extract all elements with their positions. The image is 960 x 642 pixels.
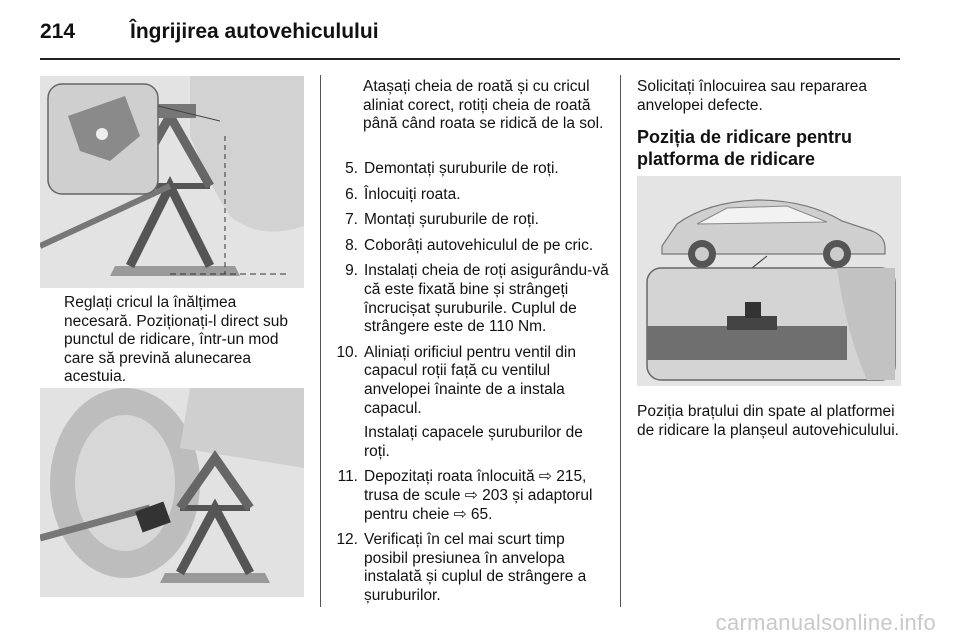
step-item: [320, 186, 610, 205]
step-item: [320, 531, 610, 605]
step-text: Instalați cheia de roți asigurându-vă că este fixată bine și strângeți încrucișat șuruburile. Cuplul de strângere este de 110 Nm.: [364, 262, 609, 336]
right-caption: Poziția brațului din spate al platformei de ridicare la planșeul autovehiculului.: [637, 403, 899, 439]
step-text: Coborâți autovehiculul de pe cric.: [364, 236, 594, 254]
step-item: [320, 344, 610, 462]
step-number: 7.: [345, 211, 358, 229]
step-number: 5.: [345, 160, 358, 177]
step-item: [320, 160, 610, 179]
step-subnote: Instalați capacele șuruburilor de roți.: [364, 424, 583, 460]
step-text: Demontați șuruburile de roți.: [364, 160, 559, 177]
watermark: carmanualsonline.info: [715, 610, 936, 635]
section-heading-line1: Poziția de ridicare pentru: [637, 127, 853, 147]
step-number: 10.: [336, 343, 358, 361]
step-item: [320, 237, 610, 256]
jack-under-wheel-illustration: [40, 388, 304, 597]
section-heading: [637, 126, 907, 170]
middle-intro: Atașați cheia de roată și cu cricul aliniat corect, rotiți cheia de roată până când roata se ridică de la sol.: [363, 78, 604, 133]
header-rule: [40, 58, 900, 60]
step-text: Aliniați orificiul pentru ventil din capacul roții față cu ventilul anvelopei înainte de a instala capacul.: [364, 343, 576, 417]
step-number: 12.: [336, 531, 358, 549]
step-item: [320, 211, 610, 230]
section-heading-line2: platforma de ridicare: [637, 149, 816, 169]
jack-position-illustration: [40, 76, 304, 288]
left-caption: Reglați cricul la înălțimea necesară. Poziționați-l direct sub punctul de ridicare, într-un mod care să prevină alunecarea acestuia.: [64, 294, 289, 386]
step-number: 8.: [345, 236, 358, 254]
step-item: [320, 468, 610, 524]
step-text: Verificați în cel mai scurt timp posibil presiunea în anvelopa instalată și cuplul de strângere a șuruburilor.: [364, 531, 587, 604]
step-number: 9.: [345, 262, 358, 280]
page-number: 214: [40, 20, 76, 43]
page-title: Îngrijirea autovehiculului: [130, 20, 379, 43]
step-number: 11.: [337, 468, 358, 486]
step-text: Depozitați roata înlocuită ⇨ 215, trusa de scule ⇨ 203 și adaptorul pentru cheie ⇨ 65.: [364, 468, 593, 523]
step-item: [320, 262, 610, 336]
column-divider-right: [620, 75, 621, 607]
lift-platform-illustration: [637, 176, 901, 386]
steps-list: [320, 160, 610, 612]
step-text: Montați șuruburile de roți.: [364, 211, 539, 229]
step-number: 6.: [345, 185, 358, 203]
step-text: Înlocuiți roata.: [364, 185, 461, 203]
page-header: [28, 14, 908, 58]
right-intro: Solicitați înlocuirea sau repararea anvelopei defecte.: [637, 78, 868, 114]
